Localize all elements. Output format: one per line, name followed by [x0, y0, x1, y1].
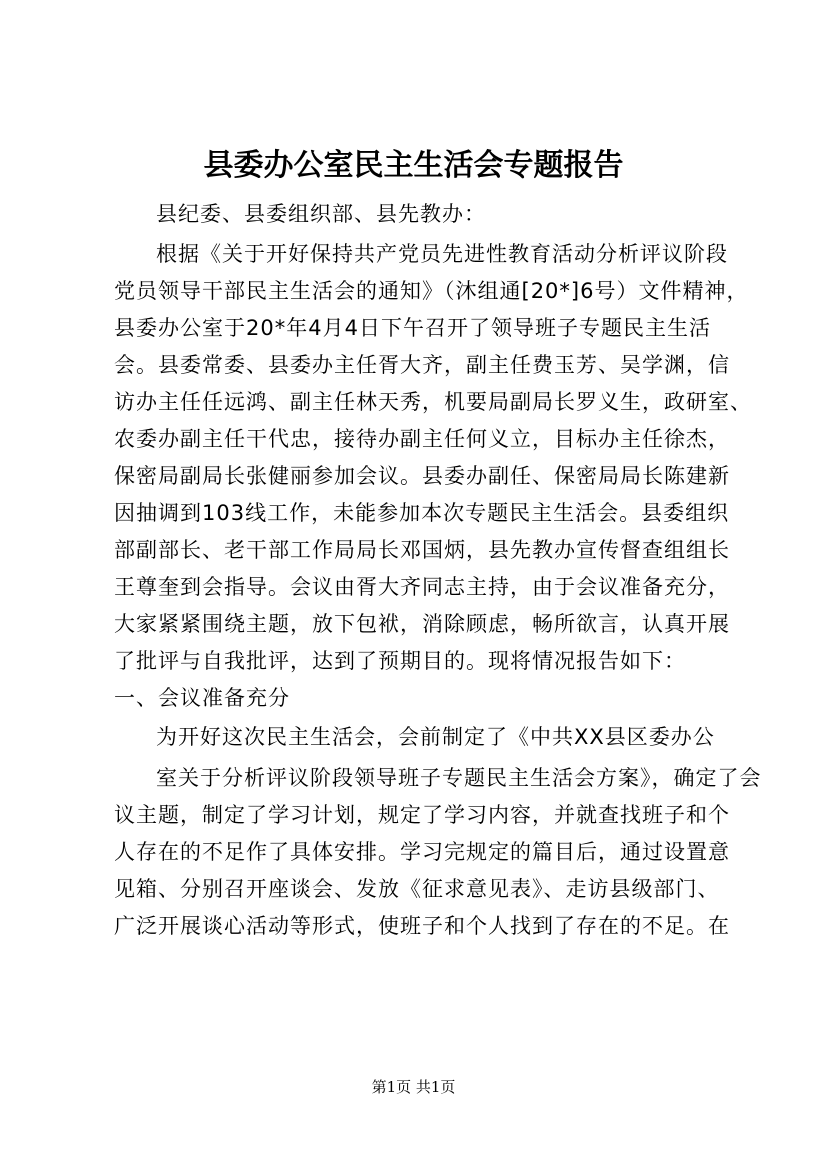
paragraph-line: 部副部长、老干部工作局局长邓国炳，县先教办宣传督查组组长: [114, 538, 730, 562]
paragraph-line: 因抽调到103线工作，未能参加本次专题民主生活会。县委组织: [114, 501, 730, 525]
paragraph-line: 保密局副局长张健丽参加会议。县委办副任、保密局局长陈建新: [114, 464, 730, 488]
paragraph-line: 室关于分析评议阶段领导班子专题民主生活会方案》，确定了会: [156, 766, 762, 790]
paragraph-line: 议主题，制定了学习计划，规定了学习内容，并就查找班子和个: [114, 803, 730, 827]
paragraph-line: 了批评与自我批评，达到了预期目的。现将情况报告如下：: [114, 649, 686, 673]
page-footer: 第1页 共1页: [371, 1078, 456, 1096]
paragraph-line: 访办主任任远鸿、副主任林天秀，机要局副局长罗义生，政研室、: [114, 390, 752, 414]
section-heading: 为开好这次民主生活会，会前制定了《中共XX县区委办公: [156, 725, 715, 749]
paragraph-line: 会。县委常委、县委办主任胥大齐，副主任费玉芳、吴学渊，信: [114, 353, 730, 377]
document-title: 县委办公室民主生活会专题报告: [203, 148, 624, 183]
paragraph-line: 大家紧紧围绕主题，放下包袱，消除顾虑，畅所欲言，认真开展: [114, 612, 730, 636]
recipients-line: 县纪委、县委组织部、县先教办：: [156, 202, 486, 226]
paragraph-line: 一、会议准备充分: [114, 686, 290, 710]
paragraph-line: 根据《关于开好保持共产党员先进性教育活动分析评议阶段: [156, 242, 728, 266]
paragraph-line: 见箱、分别召开座谈会、发放《征求意见表》、走访县级部门、: [114, 877, 720, 901]
paragraph-line: 县委办公室于20*年4月4日下午召开了领导班子专题民主生活: [114, 316, 711, 340]
paragraph-line: 党员领导干部民主生活会的通知》（沐组通[20*]6号）文件精神，: [114, 279, 749, 303]
paragraph-line: 人存在的不足作了具体安排。学习完规定的篇目后，通过设置意: [114, 840, 730, 864]
paragraph-line: 农委办副主任干代忠，接待办副主任何义立，目标办主任徐杰，: [114, 427, 730, 451]
paragraph-line: 广泛开展谈心活动等形式，使班子和个人找到了存在的不足。在: [114, 914, 730, 938]
paragraph-line: 王尊奎到会指导。会议由胥大齐同志主持，由于会议准备充分，: [114, 575, 730, 599]
